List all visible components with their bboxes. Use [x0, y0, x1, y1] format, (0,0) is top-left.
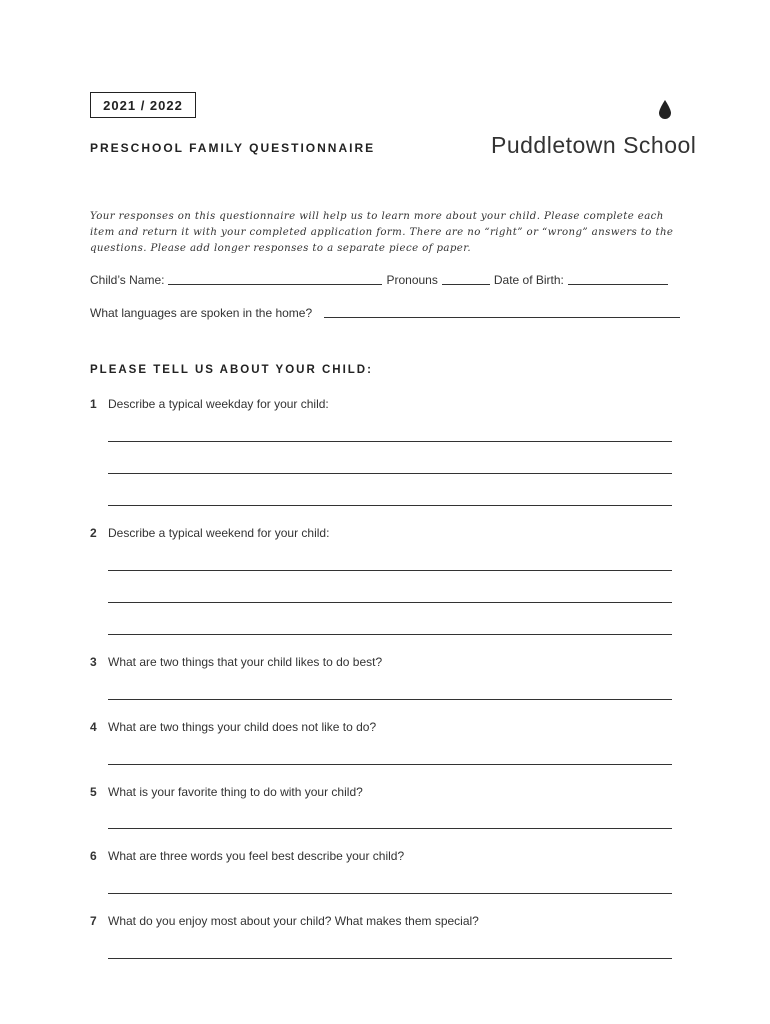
question-number: 7 — [90, 914, 97, 928]
question-number: 2 — [90, 526, 97, 540]
question-5 — [90, 785, 363, 799]
question-number: 6 — [90, 849, 97, 863]
answer-line-3[interactable] — [108, 699, 672, 700]
answer-line-2b[interactable] — [108, 602, 672, 603]
answer-line-4[interactable] — [108, 764, 672, 765]
question-number: 3 — [90, 655, 97, 669]
question-6 — [90, 849, 404, 863]
question-number: 1 — [90, 397, 97, 411]
intro-text: Your responses on this questionnaire will help us to learn more about your child. Please complete each item and return it with your completed application form. There are no “right” or “wrong” answers to the questions. Please add longer responses to a separate piece of paper. — [90, 211, 674, 254]
pronouns-label: Pronouns — [386, 273, 438, 287]
question-text: What are three words you feel best describe your child? — [108, 849, 405, 863]
drop-icon — [658, 100, 672, 120]
answer-line-1c[interactable] — [108, 505, 672, 506]
languages-field[interactable] — [324, 305, 680, 318]
answer-line-1b[interactable] — [108, 473, 672, 474]
form-title: PRESCHOOL FAMILY QUESTIONNAIRE — [90, 141, 376, 155]
question-2 — [90, 526, 329, 540]
question-7 — [90, 914, 479, 928]
child-name-field[interactable] — [168, 272, 382, 285]
child-info-row — [90, 272, 672, 287]
question-3 — [90, 655, 382, 669]
languages-label: What languages are spoken in the home? — [90, 306, 313, 320]
dob-field[interactable] — [568, 272, 668, 285]
question-text: What are two things your child does not like to do? — [108, 720, 377, 734]
answer-line-2c[interactable] — [108, 634, 672, 635]
question-4 — [90, 720, 376, 734]
languages-row — [90, 305, 684, 320]
answer-line-1a[interactable] — [108, 441, 672, 442]
question-number: 5 — [90, 785, 97, 799]
school-year-box — [90, 92, 196, 118]
section-title: PLEASE TELL US ABOUT YOUR CHILD: — [90, 364, 373, 376]
question-text: What do you enjoy most about your child? What makes them special? — [108, 914, 479, 928]
school-year: 2021 / 2022 — [103, 97, 183, 113]
question-text: What are two things that your child likes to do best? — [108, 655, 383, 669]
question-text: Describe a typical weekend for your child: — [108, 526, 330, 540]
answer-line-2a[interactable] — [108, 570, 672, 571]
school-name: Puddletown School — [491, 132, 697, 158]
answer-line-6[interactable] — [108, 893, 672, 894]
child-name-label: Child’s Name: — [90, 273, 165, 287]
pronouns-field[interactable] — [442, 272, 490, 285]
dob-label: Date of Birth: — [493, 273, 564, 287]
question-1 — [90, 397, 329, 411]
question-text: Describe a typical weekday for your child: — [108, 397, 329, 411]
question-number: 4 — [90, 720, 97, 734]
answer-line-5[interactable] — [108, 828, 672, 829]
answer-line-7[interactable] — [108, 958, 672, 959]
question-text: What is your favorite thing to do with your child? — [108, 785, 363, 799]
